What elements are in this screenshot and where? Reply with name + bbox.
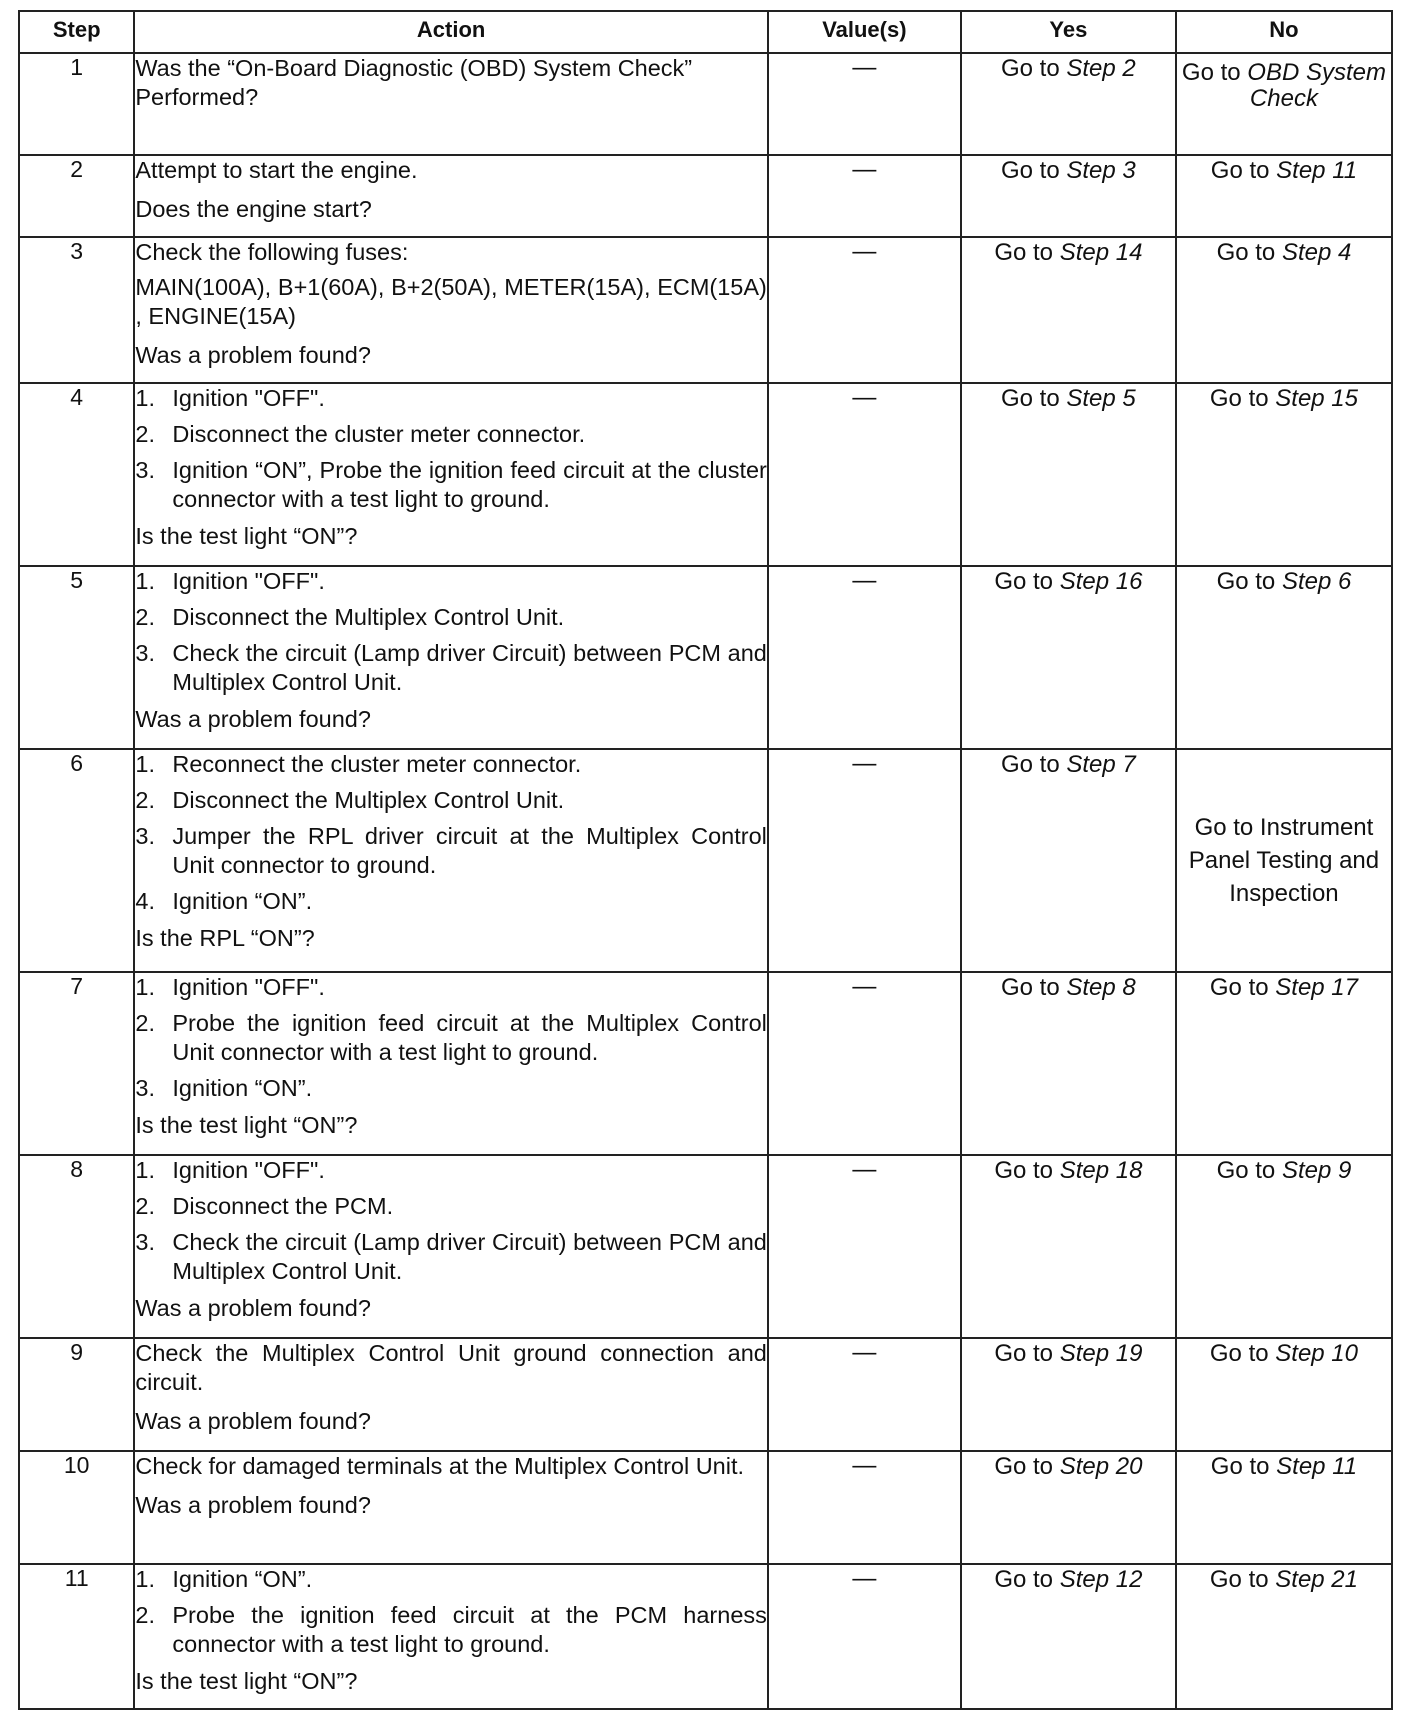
no-target: Step 4 [1281,239,1352,267]
table-row [19,1564,1392,1709]
action-question: Was the “On-Board Diagnostic (OBD) System Check” Performed? [135,55,693,110]
step-number: 9 [19,1338,134,1451]
table-row [19,237,1392,382]
step-number: 4 [19,383,134,566]
table-row [19,155,1392,237]
action-list [135,1565,767,1659]
yes-cell [961,383,1176,566]
no-prefix: Go to [1216,239,1276,267]
action-list [135,384,767,514]
no-prefix: Go to [1181,59,1241,86]
list-item: 1. Ignition "OFF". [135,567,325,594]
list-item: 2. Probe the ignition feed circuit at the PCM harness connector with a test light to ground. [135,1601,767,1657]
action-cell [134,1564,768,1709]
step-number: 6 [19,749,134,971]
no-cell [1176,972,1392,1155]
step-number: 1 [19,53,134,155]
table-row [19,383,1392,566]
yes-cell [961,566,1176,749]
yes-prefix: Go to [994,1452,1054,1480]
yes-target: Step 2 [1066,55,1136,82]
no-cell [1176,155,1392,237]
yes-target: Step 18 [1059,1156,1143,1184]
yes-cell [961,53,1176,155]
list-item: 3. Ignition “ON”, Probe the ignition feed circuit at the cluster connector with a test light to ground. [135,456,767,512]
no-prefix: Go to [1209,384,1269,412]
no-prefix: Go to [1209,1565,1269,1593]
header-step: Step [19,11,134,53]
action-question: Is the test light “ON”? [135,1111,358,1138]
no-target: OBD System Check [1247,59,1386,112]
yes-prefix: Go to [1001,55,1060,82]
yes-target: Step 16 [1059,567,1143,595]
header-row [19,11,1392,53]
yes-target: Step 12 [1059,1565,1143,1593]
yes-prefix: Go to [1001,384,1060,412]
value-cell: — [768,155,961,237]
no-target: Step 10 [1275,1340,1358,1368]
action-intro: Check for damaged terminals at the Multiplex Control Unit. [135,1452,745,1479]
header-action: Action [134,11,768,53]
yes-cell [961,972,1176,1155]
value-cell: — [768,1338,961,1451]
diagnostic-table [18,10,1393,1710]
list-item: 2. Disconnect the Multiplex Control Unit. [135,787,565,814]
fuse-list: MAIN(100A), B+1(60A), B+2(50A), METER(15A), ECM(15A) , ENGINE(15A) [135,274,767,330]
yes-prefix: Go to [1001,156,1060,184]
action-cell [134,749,768,971]
no-cell [1176,1564,1392,1709]
list-item: 3. Check the circuit (Lamp driver Circuit) between PCM and Multiplex Control Unit. [135,639,767,695]
action-list [135,567,767,697]
yes-target: Step 7 [1066,751,1136,779]
no-prefix: Go to [1216,567,1276,595]
action-cell [134,237,768,382]
action-question: Was a problem found? [135,705,371,732]
action-cell [134,53,768,155]
action-list [135,750,767,916]
list-item: 2. Probe the ignition feed circuit at the Multiplex Control Unit connector with a test light to ground. [135,1009,767,1065]
no-target: Step 9 [1281,1156,1352,1184]
value-cell: — [768,566,961,749]
step-number: 5 [19,566,134,749]
no-target: Step 6 [1281,567,1352,595]
table-row [19,566,1392,749]
action-intro: Check the following fuses: [135,239,409,266]
yes-target: Step 8 [1066,973,1136,1001]
list-item: 1. Ignition "OFF". [135,973,325,1000]
yes-prefix: Go to [994,1156,1054,1184]
action-question: Does the engine start? [135,195,372,222]
yes-cell [961,1155,1176,1338]
action-cell [134,1155,768,1338]
yes-target: Step 3 [1066,156,1136,184]
value-cell: — [768,749,961,971]
no-cell [1176,237,1392,382]
header-no: No [1176,11,1392,53]
yes-cell [961,155,1176,237]
action-question: Was a problem found? [135,1294,371,1321]
yes-prefix: Go to [1001,751,1060,779]
table-row [19,1155,1392,1338]
yes-cell [961,237,1176,382]
no-cell [1176,566,1392,749]
value-cell: — [768,53,961,155]
yes-cell [961,1451,1176,1564]
table-row [19,1338,1392,1451]
action-question: Is the test light “ON”? [135,1667,358,1694]
step-number: 7 [19,972,134,1155]
action-question: Was a problem found? [135,1491,371,1518]
action-list [135,973,767,1103]
action-question: Was a problem found? [135,1408,371,1435]
yes-target: Step 20 [1059,1452,1143,1480]
action-cell [134,972,768,1155]
list-item: 3. Ignition “ON”. [135,1074,313,1101]
value-cell: — [768,972,961,1155]
yes-prefix: Go to [994,239,1054,267]
list-item: 3. Jumper the RPL driver circuit at the Multiplex Control Unit connector to ground. [135,823,767,879]
no-cell [1176,1155,1392,1338]
action-list [135,1156,767,1286]
action-cell [134,1338,768,1451]
yes-cell [961,1338,1176,1451]
action-cell [134,155,768,237]
no-prefix: Go to [1209,1340,1269,1368]
yes-target: Step 14 [1059,239,1143,267]
table-row [19,1451,1392,1564]
table-row [19,749,1392,971]
no-cell [1176,1338,1392,1451]
list-item: 3. Check the circuit (Lamp driver Circuit) between PCM and Multiplex Control Unit. [135,1228,767,1284]
no-cell [1176,1451,1392,1564]
action-question: Is the test light “ON”? [135,522,358,549]
header-yes: Yes [961,11,1176,53]
action-question: Was a problem found? [135,342,371,369]
list-item: 2. Disconnect the Multiplex Control Unit. [135,603,565,630]
no-cell [1176,53,1392,155]
action-intro: Attempt to start the engine. [135,156,418,183]
no-prefix: Go to [1210,1452,1270,1480]
no-prefix: Go to [1210,156,1270,184]
list-item: 1. Ignition "OFF". [135,1156,325,1183]
value-cell: — [768,1155,961,1338]
action-question: Is the RPL “ON”? [135,925,315,952]
no-cell [1176,383,1392,566]
action-intro: Check the Multiplex Control Unit ground connection and circuit. [135,1340,767,1396]
list-item: 1. Ignition "OFF". [135,384,325,411]
no-target: Step 17 [1275,973,1358,1001]
action-cell [134,1451,768,1564]
no-target: Step 11 [1276,156,1358,184]
list-item: 4. Ignition “ON”. [135,888,313,915]
list-item: 1. Ignition “ON”. [135,1565,313,1592]
value-cell: — [768,1564,961,1709]
yes-prefix: Go to [994,1340,1054,1368]
no-target: Step 11 [1276,1452,1358,1480]
list-item: 2. Disconnect the cluster meter connector. [135,420,586,447]
list-item: 2. Disconnect the PCM. [135,1192,394,1219]
yes-prefix: Go to [1001,973,1060,1001]
step-number: 8 [19,1155,134,1338]
table-row [19,53,1392,155]
value-cell: — [768,237,961,382]
action-cell [134,383,768,566]
yes-prefix: Go to [994,1565,1054,1593]
action-cell [134,566,768,749]
no-cell: Go to Instrument Panel Testing and Inspection [1176,749,1392,971]
yes-target: Step 19 [1059,1340,1143,1368]
table-row [19,972,1392,1155]
yes-target: Step 5 [1066,384,1136,412]
step-number: 10 [19,1451,134,1564]
step-number: 2 [19,155,134,237]
no-prefix: Go to [1209,973,1269,1001]
step-number: 11 [19,1564,134,1709]
value-cell: — [768,1451,961,1564]
header-values: Value(s) [768,11,961,53]
yes-cell [961,1564,1176,1709]
no-target: Step 21 [1275,1565,1358,1593]
yes-prefix: Go to [994,567,1054,595]
value-cell: — [768,383,961,566]
no-target: Step 15 [1275,384,1358,412]
step-number: 3 [19,237,134,382]
no-prefix: Go to [1216,1156,1276,1184]
yes-cell [961,749,1176,971]
list-item: 1. Reconnect the cluster meter connector. [135,751,582,778]
